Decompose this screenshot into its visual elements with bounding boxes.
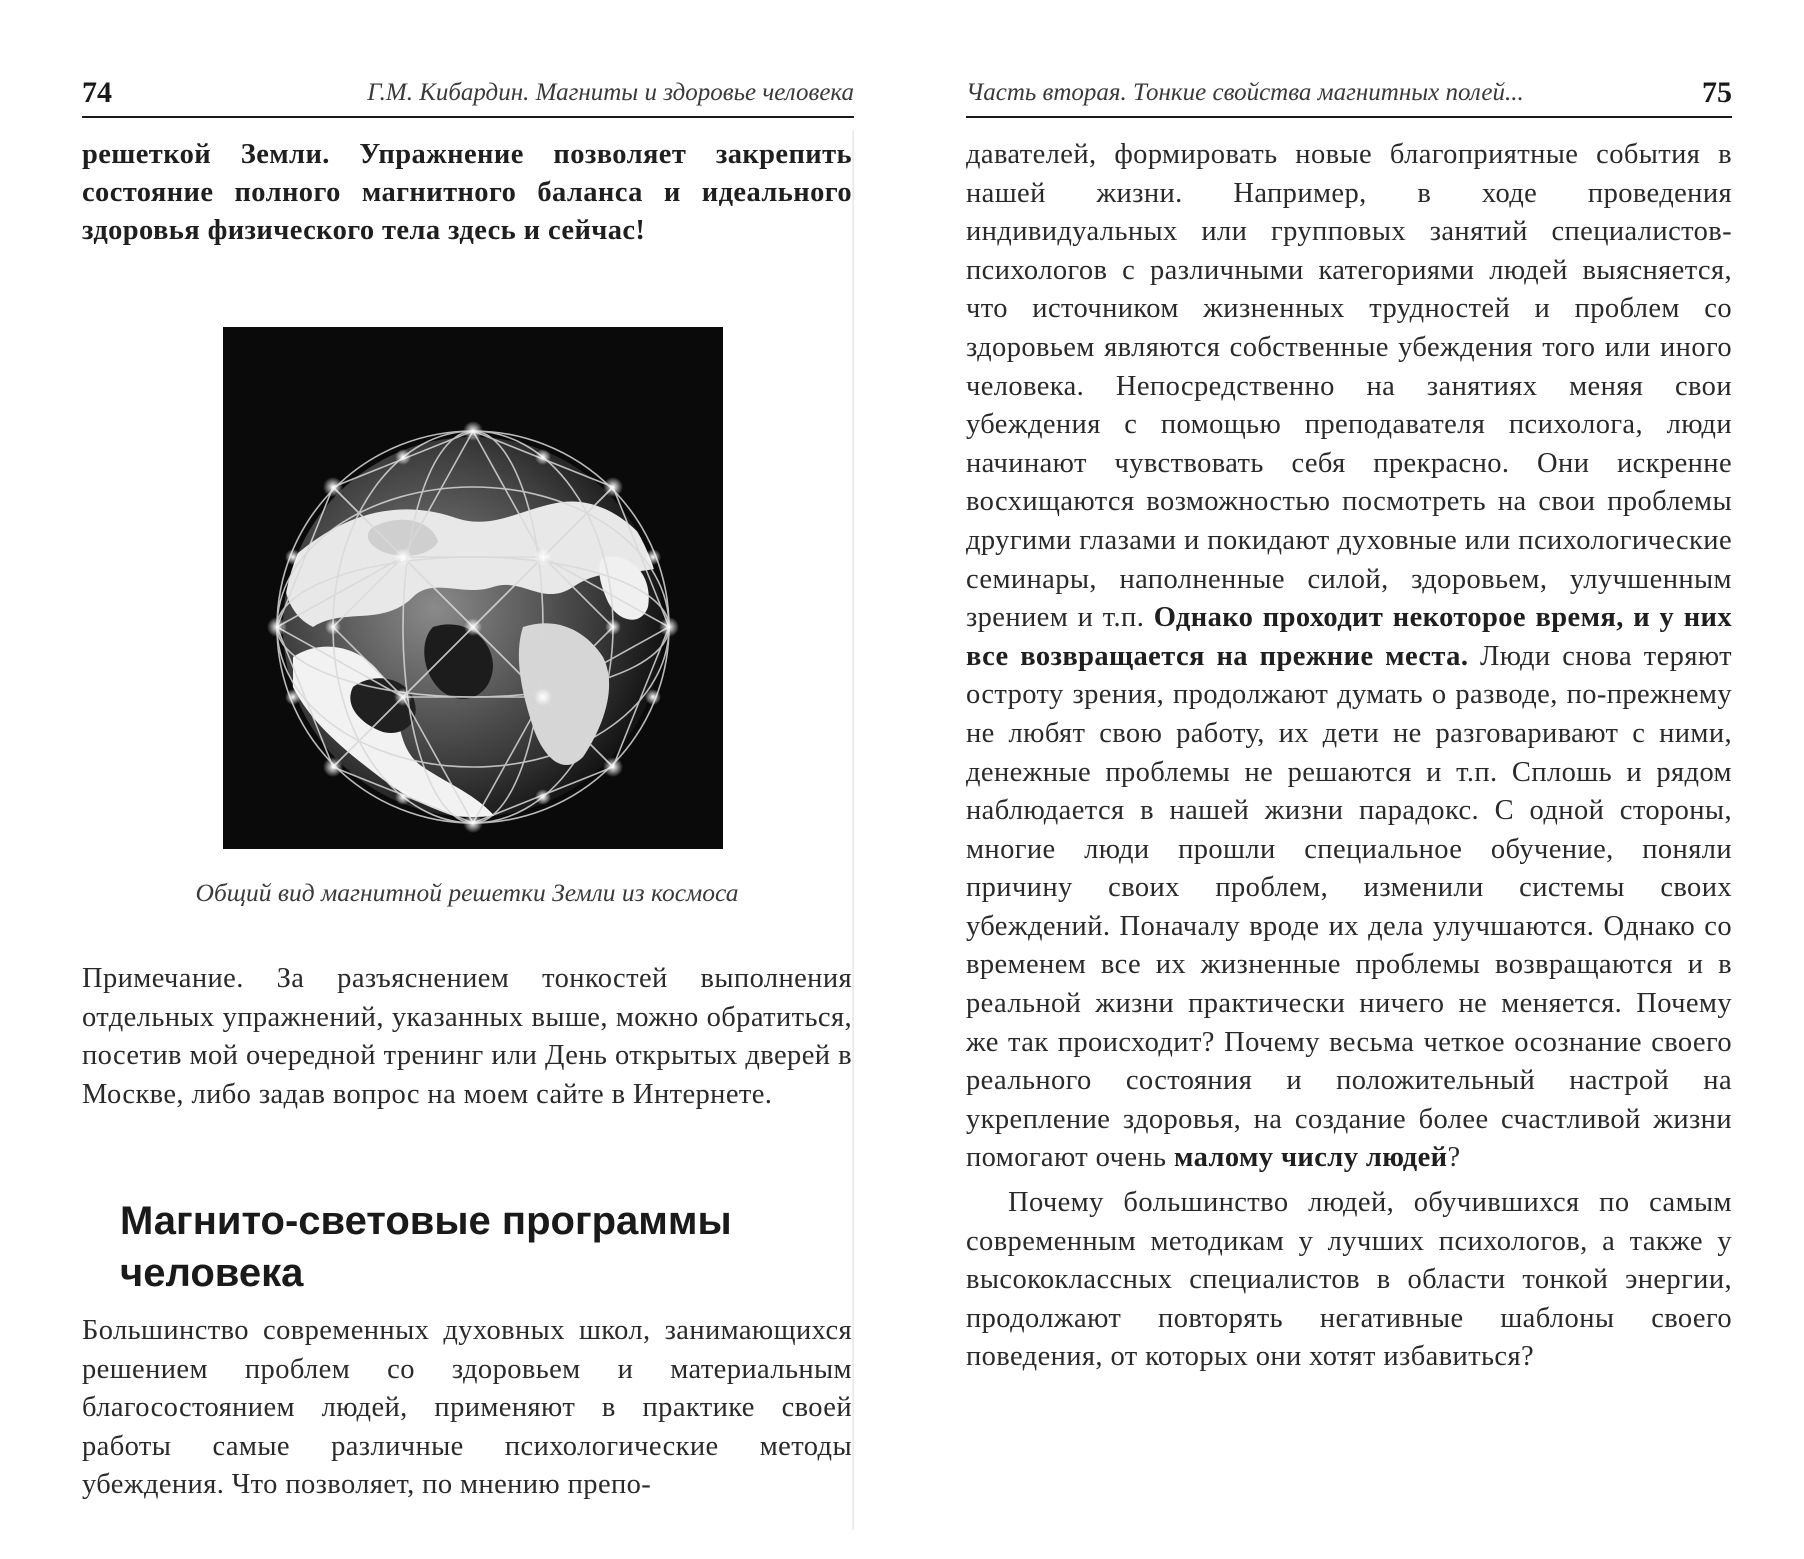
right-page-header — [966, 72, 1732, 118]
left-running-head: Г.М. Кибардин. Магниты и здоровье человека — [367, 79, 854, 106]
p1-start-text: давателей, формировать новые благоприятные события в нашей жизни. Например, в ходе проведения индивидуальных или групповых занятий специалистов-психологов с различными категориями людей выясняется, что источником жизненных трудностей и проблем со здоровьем являются собственные убеждения того или иного человека. Непосредственно на занятиях меняя свои убеждения с помощью преподавателя психолога, люди начинают чувствовать себя прекрасно. Они искренне восхищаются возможностью посмотреть на свои проблемы другими глазами и покидают духовные или психологические семинары, наполненные силой, здоровьем, улучшенным зрением и т.п. — [966, 139, 1732, 634]
note-block — [82, 960, 852, 1114]
earth-grid-illustration — [223, 327, 723, 849]
note-paragraph: Примечание. За разъяснением тонкостей выполнения отдельных упражнений, указанных выше, можно обратиться, посетив мой очередной тренинг или День открытых дверей в Москве, либо задав вопрос на моем сайте в Интернете. — [82, 963, 852, 1110]
section-body — [82, 1312, 852, 1505]
page-gutter — [852, 130, 854, 1530]
bold-intro-paragraph: решеткой Земли. Упражнение позволяет закрепить состояние полного магнитного баланса и идеального здоровья физического тела здесь и сейчас! — [82, 139, 852, 246]
section-heading: Магнито-световые программы человека — [120, 1199, 732, 1295]
left-page-number: 74 — [82, 76, 112, 109]
earth-magnetic-grid-image — [223, 327, 723, 849]
left-intro-block — [82, 136, 852, 249]
p1-end-text: ? — [1447, 1142, 1461, 1174]
right-paragraph-1 — [966, 136, 1732, 1178]
p1-bold-text-2: малому числу людей — [1173, 1142, 1448, 1174]
right-page — [902, 0, 1804, 1559]
p1-bold-text: Однако проходит некоторое время, и у них все возвращается на прежние места. — [966, 602, 1732, 672]
right-page-number: 75 — [1702, 76, 1732, 109]
right-body — [966, 136, 1732, 1377]
p1-mid-text: Люди снова теряют остроту зрения, продолжают думать о разводе, по-прежнему не любят свою работу, их дети не разговаривают с ними, денежные проблемы не решаются и т.п. Сплошь и рядом наблюдается в нашей жизни парадокс. С одной стороны, многие люди прошли специальное обучение, поняли причину своих проблем, изменили системы своих убеждений. Поначалу вроде их дела улучшаются. Однако со временем все их жизненные проблемы возвращаются и в реальной жизни практически ничего не меняется. Почему же так происходит? Почему весьма четкое осознание своего реального состояния и положительный настрой на укрепление здоровья, на создание более счастливой жизни помогают очень — [966, 640, 1732, 1174]
left-page-header — [82, 72, 854, 118]
right-running-head: Часть вторая. Тонкие свойства магнитных полей... — [966, 79, 1524, 106]
figure-caption: Общий вид магнитной решетки Земли из космоса — [195, 878, 739, 907]
section-paragraph: Большинство современных духовных школ, занимающихся решением проблем со здоровьем и материальным благосостоянием людей, применяют в практике своей работы самые различные психологические методы убеждения. Что позволяет, по мнению препо- — [82, 1315, 852, 1501]
right-paragraph-2: Почему большинство людей, обучившихся по самым современным методикам у лучших психологов, а также у высококлассных специалистов в области тонкой энергии, продолжают повторять негативные шаблоны своего поведения, от которых они хотят избавиться? — [966, 1187, 1732, 1373]
